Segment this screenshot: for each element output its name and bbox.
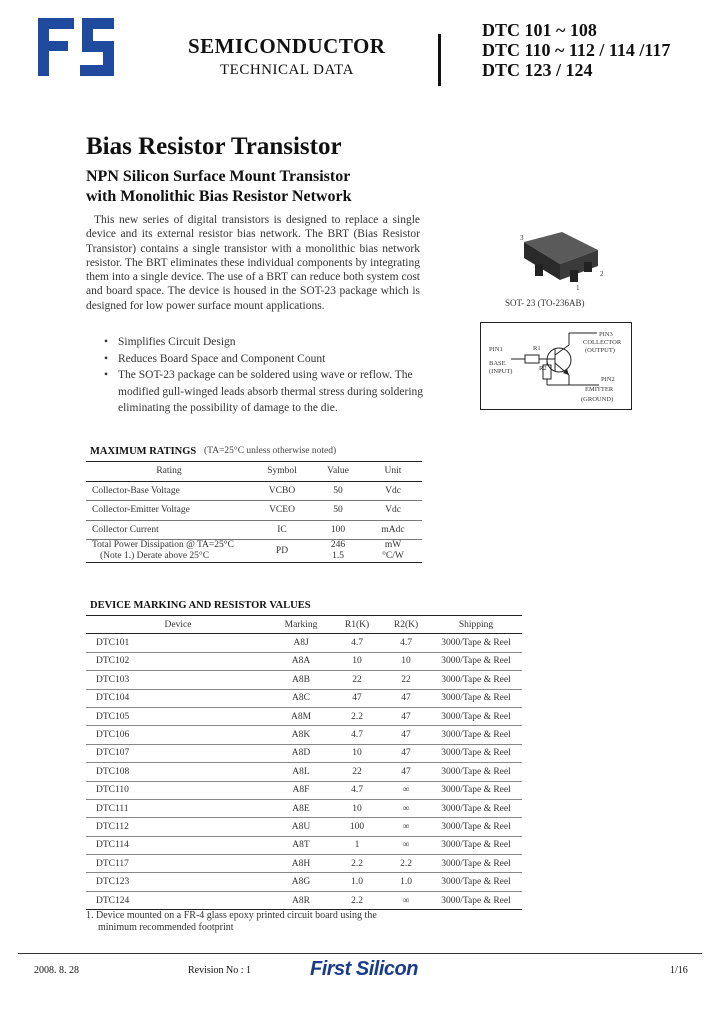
column-header: R1(K) [332, 616, 382, 634]
table-cell: 1 [332, 836, 382, 854]
column-header: Value [312, 462, 364, 482]
column-header: Device [86, 616, 270, 634]
part-number-line: DTC 123 / 124 [482, 60, 593, 80]
table-cell: 2.2 [382, 855, 430, 873]
table-cell: A8R [270, 891, 332, 909]
table-header-row [86, 462, 422, 482]
column-header: Rating [86, 462, 252, 482]
subtitle-line: with Monolithic Bias Resistor Network [86, 188, 352, 205]
part-number-line: DTC 101 ~ 108 [482, 20, 597, 40]
table-cell: 47 [332, 689, 382, 707]
table-cell: VCEO [252, 501, 312, 521]
table-cell: 10 [332, 744, 382, 762]
table-cell: DTC105 [86, 707, 270, 725]
device-marking-body [86, 634, 522, 910]
table-cell: A8L [270, 763, 332, 781]
table-cell: DTC106 [86, 726, 270, 744]
pin-label: 3 [520, 234, 524, 242]
table-cell: 100 [312, 520, 364, 540]
schematic-emitter: EMITTER [585, 386, 614, 393]
description-paragraph: This new series of digital transistors is designed to replace a single device and its external resistor bias network. The BRT (Bias Resistor Transistor) contains a single transistor with a monolithic bias network resistor. The BRT eliminates these individual components by integrating them into a single device. The use of a BRT can reduce both system cost and board space. The device is housed in the SOT-23 package which is designed for low power surface mount applications. [86, 214, 420, 312]
schematic-pin3: PIN3 [599, 331, 613, 338]
table-row [86, 763, 522, 781]
table-cell [312, 540, 364, 563]
table-cell: A8G [270, 873, 332, 891]
table-row [86, 781, 522, 799]
part-number-list [482, 20, 670, 80]
table-cell: DTC123 [86, 873, 270, 891]
table-cell: ∞ [382, 836, 430, 854]
document-title: Bias Resistor Transistor [86, 133, 342, 160]
table-cell: A8E [270, 799, 332, 817]
schematic-collector: COLLECTOR [583, 339, 622, 346]
table-cell: ∞ [382, 818, 430, 836]
table-cell: A8K [270, 726, 332, 744]
table-row [86, 726, 522, 744]
rating-line: (Note 1.) Derate above 25°C [100, 551, 210, 561]
table-cell: 47 [382, 707, 430, 725]
table-cell: 4.7 [332, 634, 382, 652]
table-cell: A8D [270, 744, 332, 762]
table-row [86, 671, 522, 689]
table-cell: 3000/Tape & Reel [430, 707, 522, 725]
table-cell: 50 [312, 501, 364, 521]
table-cell: 3000/Tape & Reel [430, 873, 522, 891]
footnote-line: 1. Device mounted on a FR-4 glass epoxy printed circuit board using the [86, 910, 377, 921]
package-caption: SOT- 23 (TO-236AB) [505, 298, 585, 308]
table-row [86, 634, 522, 652]
feature-list [104, 334, 434, 417]
table-cell: 100 [332, 818, 382, 836]
table-cell: ∞ [382, 799, 430, 817]
table-cell: DTC124 [86, 891, 270, 909]
table-row [86, 652, 522, 670]
table-cell: 10 [382, 652, 430, 670]
table-cell: 3000/Tape & Reel [430, 891, 522, 909]
table-cell: A8U [270, 818, 332, 836]
table-cell: DTC117 [86, 855, 270, 873]
table-header-row [86, 616, 522, 634]
header-title: SEMICONDUCTOR [188, 34, 386, 58]
value-line: 1.5 [332, 551, 344, 561]
table-cell: DTC111 [86, 799, 270, 817]
table-cell: 2.2 [332, 855, 382, 873]
table-cell: 3000/Tape & Reel [430, 744, 522, 762]
table-row [86, 689, 522, 707]
table-cell: 3000/Tape & Reel [430, 855, 522, 873]
footer-brand-logo: First Silicon [310, 958, 418, 980]
table-cell: 22 [332, 671, 382, 689]
value-line: 246 [330, 540, 346, 550]
table-cell: Vdc [364, 501, 422, 521]
pin-label: 1 [576, 284, 580, 292]
rating-line: Total Power Dissipation @ TA=25°C [92, 540, 234, 550]
table-cell [86, 540, 252, 563]
table-cell: 2.2 [332, 891, 382, 909]
table-cell: 3000/Tape & Reel [430, 799, 522, 817]
table-cell: 3000/Tape & Reel [430, 763, 522, 781]
table-cell: DTC108 [86, 763, 270, 781]
device-marking-table [86, 615, 522, 910]
table-row [86, 799, 522, 817]
max-ratings-table [86, 461, 422, 563]
table-cell: 1.0 [382, 873, 430, 891]
table-cell: DTC110 [86, 781, 270, 799]
table-cell: A8H [270, 855, 332, 873]
table-cell: DTC114 [86, 836, 270, 854]
table-cell: 47 [382, 689, 430, 707]
unit-line: mW [384, 540, 402, 550]
table-cell: A8J [270, 634, 332, 652]
column-header: R2(K) [382, 616, 430, 634]
table-cell: Vdc [364, 481, 422, 501]
column-header: Marking [270, 616, 332, 634]
schematic-r2: R2 [539, 365, 547, 372]
feature-item: • The SOT-23 package can be soldered using wave or reflow. The modified gull-winged leads absorb thermal stress during soldering eliminating the possibility of damage to the die. [104, 367, 434, 417]
header-divider [438, 34, 441, 86]
column-header: Shipping [430, 616, 522, 634]
table-cell: A8F [270, 781, 332, 799]
table-cell: 3000/Tape & Reel [430, 818, 522, 836]
footnote-line: minimum recommended footprint [98, 922, 234, 933]
table-cell: DTC104 [86, 689, 270, 707]
table-row [86, 744, 522, 762]
table-cell: DTC112 [86, 818, 270, 836]
table-cell: PD [252, 540, 312, 563]
max-ratings-condition: (TA=25°C unless otherwise noted) [204, 446, 337, 456]
table-cell: 47 [382, 763, 430, 781]
feature-item: • Reduces Board Space and Component Count [104, 351, 434, 368]
schematic-emitter-sub: (GROUND) [581, 396, 614, 403]
table-cell [364, 540, 422, 563]
table-cell: DTC107 [86, 744, 270, 762]
footer-date: 2008. 8. 28 [34, 965, 79, 976]
table-cell: 3000/Tape & Reel [430, 634, 522, 652]
table-cell: 50 [312, 481, 364, 501]
footer-revision: Revision No : 1 [188, 965, 252, 976]
table-cell: A8B [270, 671, 332, 689]
device-marking-title: DEVICE MARKING AND RESISTOR VALUES [90, 600, 311, 611]
footer-page-number: 1/16 [670, 965, 688, 976]
table-cell: IC [252, 520, 312, 540]
table-cell: 3000/Tape & Reel [430, 671, 522, 689]
table-cell: DTC101 [86, 634, 270, 652]
company-logo [38, 18, 116, 76]
table-cell: mAdc [364, 520, 422, 540]
table-cell: DTC103 [86, 671, 270, 689]
table-cell: A8M [270, 707, 332, 725]
table-cell: 1.0 [332, 873, 382, 891]
footnote [86, 910, 377, 934]
table-row [86, 481, 422, 501]
schematic-base-sub: (INPUT) [489, 368, 513, 375]
table-cell: 4.7 [382, 634, 430, 652]
sot23-package-image [510, 224, 610, 294]
table-cell: Collector-Emitter Voltage [86, 501, 252, 521]
table-cell: 3000/Tape & Reel [430, 781, 522, 799]
table-cell: Collector-Base Voltage [86, 481, 252, 501]
table-row [86, 501, 422, 521]
schematic-pin1: PIN1 [489, 346, 503, 353]
table-cell: A8A [270, 652, 332, 670]
unit-line: °C/W [382, 551, 404, 561]
table-row [86, 540, 422, 563]
table-cell: 2.2 [332, 707, 382, 725]
part-number-line: DTC 110 ~ 112 / 114 /117 [482, 40, 671, 60]
header-subtitle: TECHNICAL DATA [220, 62, 354, 78]
schematic-r1: R1 [533, 345, 541, 352]
feature-item: • Simplifies Circuit Design [104, 334, 434, 351]
max-ratings-title: MAXIMUM RATINGS [90, 446, 197, 457]
circuit-schematic [480, 322, 632, 410]
document-subtitle [86, 167, 351, 207]
table-cell: 3000/Tape & Reel [430, 726, 522, 744]
table-cell: 22 [332, 763, 382, 781]
table-cell: Collector Current [86, 520, 252, 540]
table-cell: 47 [382, 726, 430, 744]
table-cell: 47 [382, 744, 430, 762]
pin-label: 2 [600, 270, 604, 278]
table-cell: A8C [270, 689, 332, 707]
table-cell: 3000/Tape & Reel [430, 652, 522, 670]
footer-rule [18, 953, 702, 954]
table-cell: ∞ [382, 781, 430, 799]
column-header: Symbol [252, 462, 312, 482]
table-row [86, 520, 422, 540]
table-cell: VCBO [252, 481, 312, 501]
table-cell: 22 [382, 671, 430, 689]
table-row [86, 855, 522, 873]
schematic-pin2: PIN2 [601, 376, 615, 383]
table-cell: 4.7 [332, 781, 382, 799]
table-cell: 3000/Tape & Reel [430, 689, 522, 707]
table-cell: ∞ [382, 891, 430, 909]
table-row [86, 707, 522, 725]
table-cell: 4.7 [332, 726, 382, 744]
table-cell: 10 [332, 799, 382, 817]
subtitle-line: NPN Silicon Surface Mount Transistor [86, 168, 351, 185]
schematic-collector-sub: (OUTPUT) [585, 347, 615, 354]
table-row [86, 873, 522, 891]
table-row [86, 891, 522, 909]
table-cell: 3000/Tape & Reel [430, 836, 522, 854]
table-row [86, 836, 522, 854]
table-cell: A8T [270, 836, 332, 854]
schematic-base: BASE [489, 360, 506, 367]
table-cell: DTC102 [86, 652, 270, 670]
table-row [86, 818, 522, 836]
column-header: Unit [364, 462, 422, 482]
table-cell: 10 [332, 652, 382, 670]
